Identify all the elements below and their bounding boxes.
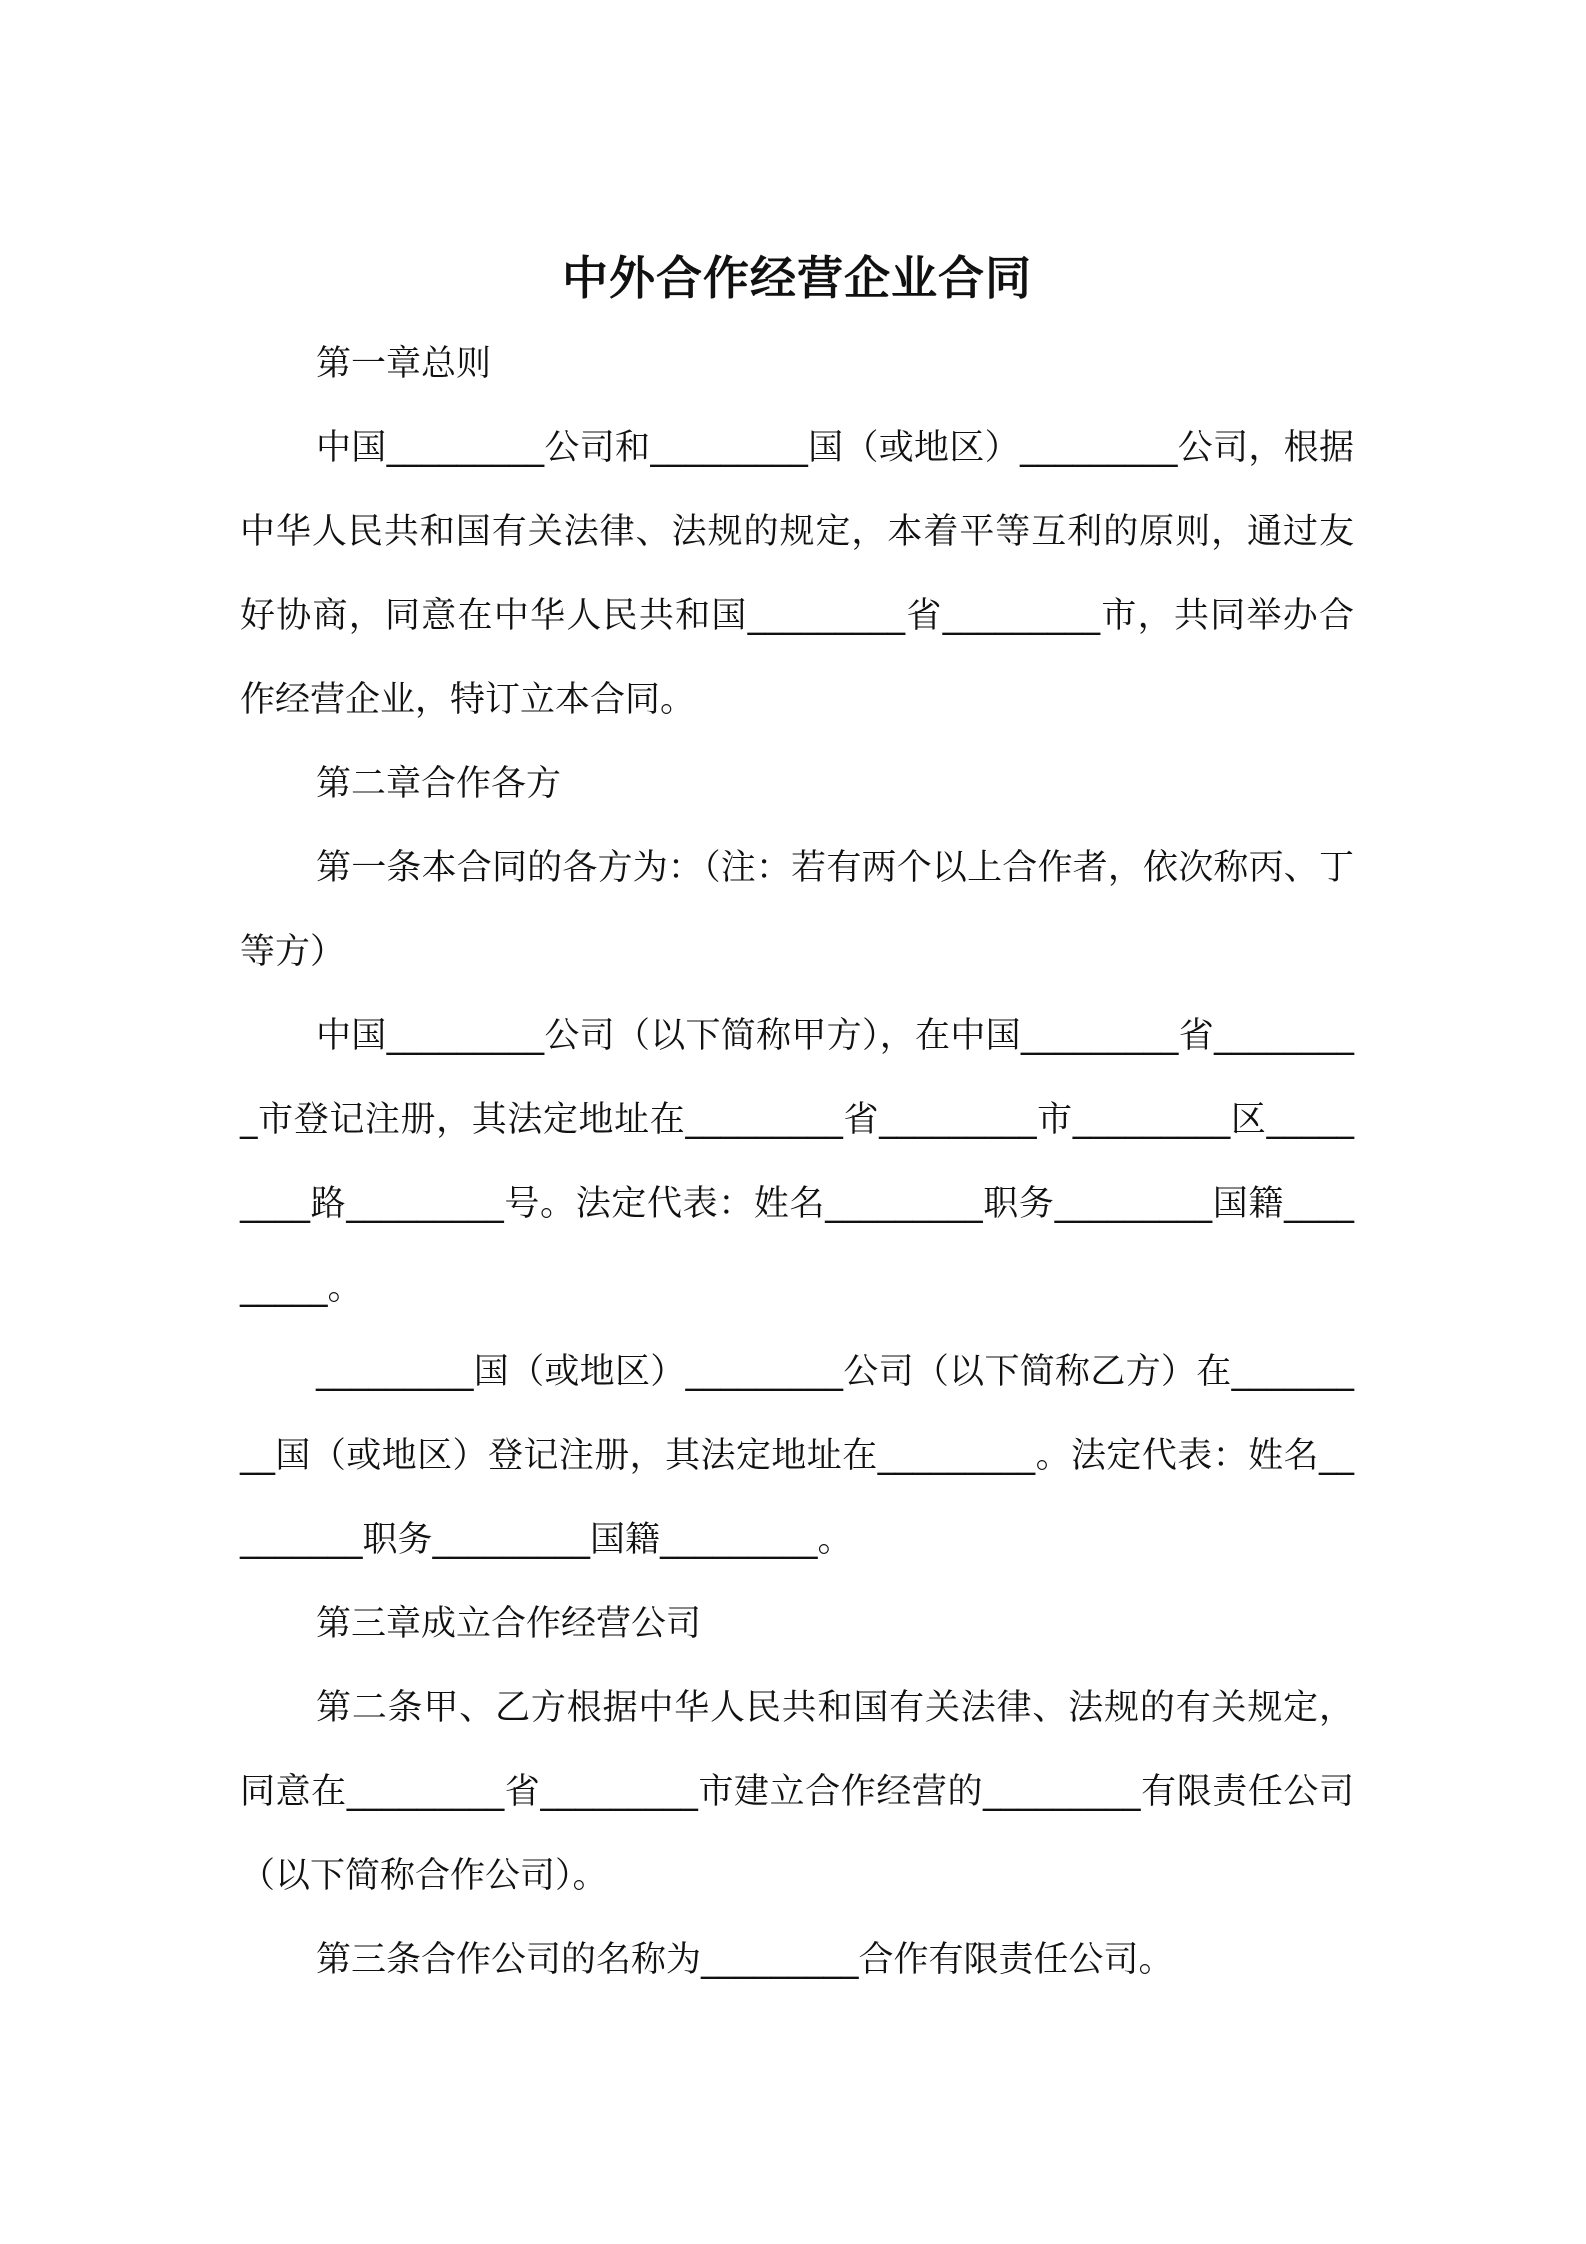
paragraph-article-1: 第一条本合同的各方为：（注：若有两个以上合作者，依次称丙、丁等方） [240,848,1354,972]
document-title: 中外合作经营企业合同 [562,250,1032,305]
paragraph-party-b: _________国（或地区）_________公司（以下简称乙方）在_________国（或地区）登记注册，其法定地址在_________。法定代表：姓名_________职务_________国籍_________。 [240,1352,1354,1560]
paragraph-article-3: 第三条合作公司的名称为_________合作有限责任公司。 [316,1940,1174,1980]
paragraph-article-2: 第二条甲、乙方根据中华人民共和国有关法律、法规的有关规定，同意在_________省_________市建立合作经营的_________有限责任公司（以下简称合作公司）。 [240,1688,1354,1896]
chapter-heading-parties: 第二章合作各方 [316,764,562,804]
paragraph-preamble: 中国_________公司和_________国（或地区）_________公司，根据中华人民共和国有关法律、法规的规定，本着平等互利的原则，通过友好协商，同意在中华人民共和国_________省_________市，共同举办合作经营企业，特订立本合同。 [240,428,1354,720]
chapter-heading-establishment: 第三章成立合作经营公司 [316,1604,702,1644]
document-body [240,322,1354,2002]
paragraph-party-a: 中国_________公司（以下简称甲方），在中国_________省_________市登记注册，其法定地址在_________省_________市_________区_________路_________号。法定代表：姓名_________职务_________国籍_________。 [240,1016,1354,1308]
document-page [240,0,1354,2244]
chapter-heading-general: 第一章总则 [316,344,492,384]
